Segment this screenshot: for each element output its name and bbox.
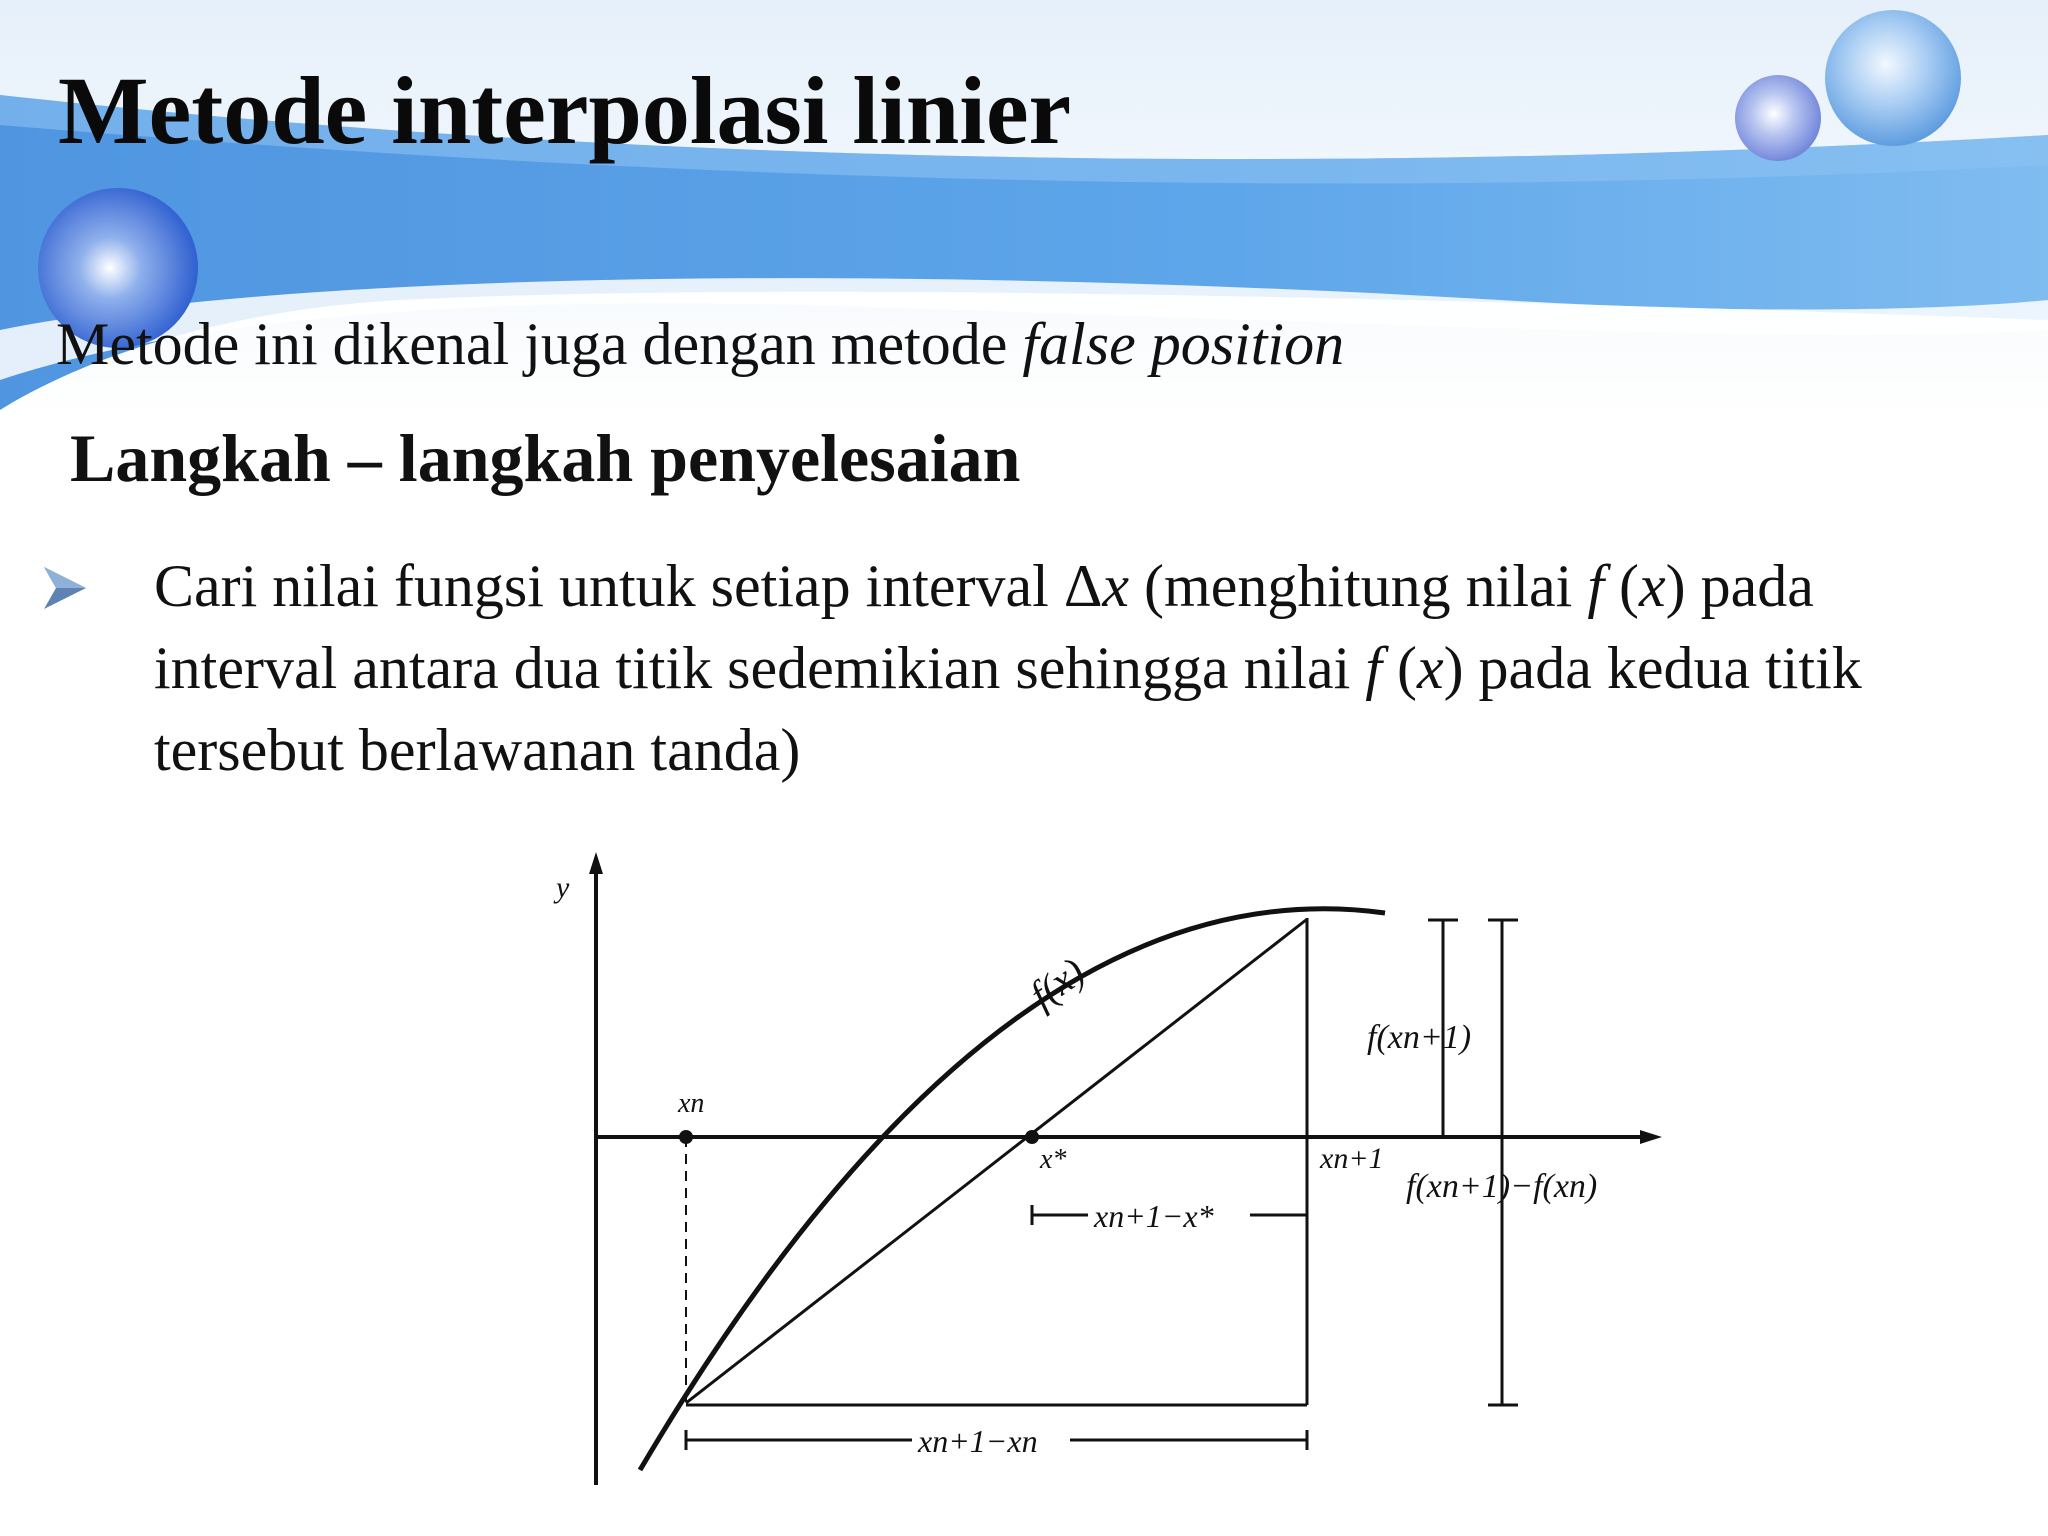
bullet-text-part: Cari nilai fungsi untuk setiap interval Δ — [154, 553, 1103, 619]
diff-label: f(xn+1)−f(xn) — [1406, 1168, 1598, 1205]
dx-label: xn+1−xn — [918, 1423, 1038, 1459]
decorative-orb-right-large — [1825, 10, 1961, 146]
decorative-orb-right-small — [1735, 75, 1821, 161]
bullet-text-part: ) pada kedua titik tersebut berlawanan tanda) — [154, 635, 1862, 783]
curve-label: f(x) — [1021, 948, 1093, 1018]
slide-title: Metode interpolasi linier — [58, 57, 1072, 164]
xn-label: xn — [678, 1088, 705, 1119]
bullet-text-part: ) pada interval antara dua titik sedemikian sehingga nilai — [154, 553, 1814, 701]
xstar-label: x* — [1040, 1144, 1067, 1175]
bullet-text-var: x — [1102, 553, 1130, 619]
y-axis-label: y — [556, 871, 570, 904]
fxn1-label: f(xn+1) — [1367, 1019, 1472, 1056]
dx-star-label: xn+1−x* — [1094, 1198, 1214, 1234]
subtitle — [56, 308, 1344, 380]
subtitle-italic-term: false position — [1022, 311, 1345, 377]
bullet-text-var: x — [1638, 553, 1666, 619]
bullet-text-var: f — [1587, 553, 1604, 619]
bullet-text-part: ( — [1381, 635, 1417, 701]
bullet-text-var: x — [1416, 635, 1444, 701]
bullet-list — [40, 545, 2000, 791]
bullet-text-part: (menghitung nilai — [1129, 553, 1588, 619]
bullet-text-var: f — [1365, 635, 1382, 701]
bullet-item — [40, 545, 2000, 791]
arrowhead-bullet-icon — [40, 563, 90, 613]
subtitle-text: Metode ini dikenal juga dengan metode — [56, 311, 1023, 377]
section-heading: Langkah – langkah penyelesaian — [70, 420, 1021, 496]
xn1-label: xn+1 — [1320, 1142, 1384, 1175]
bullet-text-part: ( — [1603, 553, 1639, 619]
